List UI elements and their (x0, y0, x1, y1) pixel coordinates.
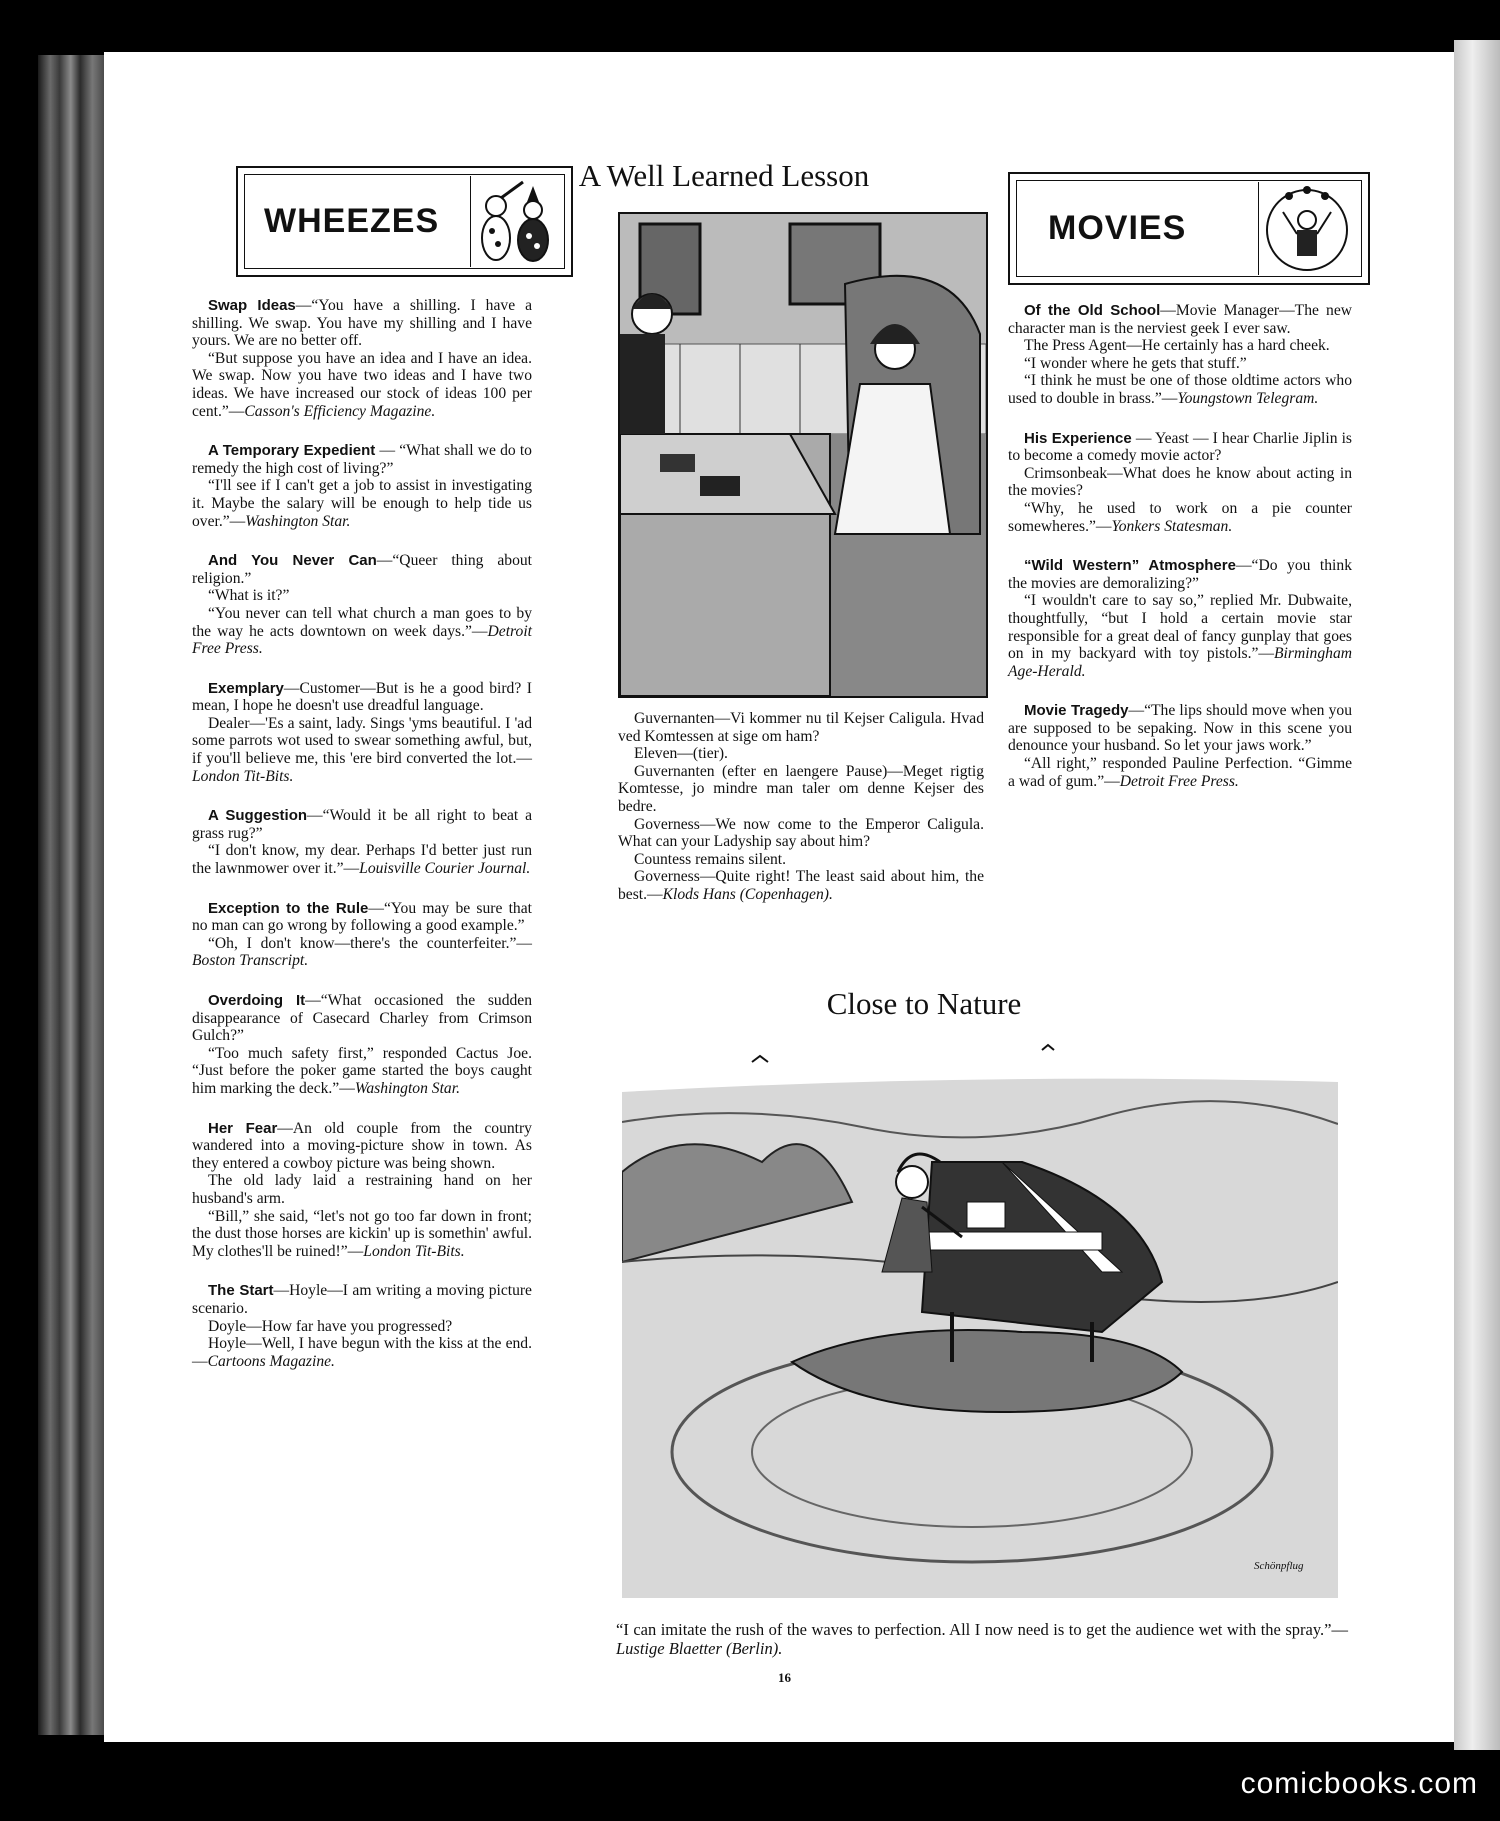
lesson-line: Eleven—(tier). (634, 745, 728, 763)
lesson-paragraph (618, 816, 984, 851)
lesson-paragraph (618, 763, 984, 816)
joke-entry (192, 1120, 532, 1261)
joke-text: —“Do you think the movies are demoralizing?” (1008, 557, 1352, 592)
joke-heading: Of the Old School (1024, 302, 1161, 319)
page-edge (1454, 40, 1500, 1750)
joke-heading: A Suggestion (208, 807, 308, 825)
joke-paragraph (1008, 355, 1352, 373)
joke-source: Youngstown Telegram. (1177, 389, 1319, 407)
joke-text: The old lady laid a restraining hand on her husband's arm. (192, 1172, 532, 1207)
juggler-illustration (1258, 182, 1360, 275)
joke-text: “I wouldn't care to say so,” replied Mr. Dubwaite, thoughtfully, “but I hold a certain movie star responsible for a great deal of fancy gunplay that goes on in my backyard with toy pistols.”— (1008, 592, 1352, 663)
nature-illustration (622, 1032, 1338, 1598)
joke-text: “I don't know, my dear. Perhaps I'd better just run the lawnmower over it.”— (192, 842, 532, 878)
joke-paragraph (192, 1172, 532, 1207)
joke-source: Washington Star. (245, 512, 351, 530)
joke-entry (192, 680, 532, 786)
joke-text: The Press Agent—He certainly has a hard cheek. (1024, 337, 1330, 355)
joke-paragraph (192, 297, 532, 350)
movies-column (1008, 302, 1352, 812)
joke-paragraph (1008, 372, 1352, 407)
joke-paragraph (192, 442, 532, 477)
joke-text: —“Would it be all right to beat a grass rug?” (192, 807, 532, 842)
joke-text: “Bill,” she said, “let's not go too far down in front; the dust those horses are kickin' up is somethin' awful. My clothes'll be ruined!”— (192, 1207, 532, 1260)
joke-entry (1008, 557, 1352, 680)
joke-text: —“You have a shilling. I have a shilling. We swap. You have my shilling and I have yours. We are no better off. (192, 297, 533, 350)
nature-caption (616, 1620, 1348, 1658)
lesson-paragraph (618, 745, 984, 763)
lesson-paragraph (618, 710, 984, 745)
lesson-paragraph (618, 868, 984, 903)
joke-text: Crimsonbeak—What does he know about acting in the movies? (1008, 464, 1352, 500)
artist-signature: Schönpflug (1254, 1560, 1304, 1572)
joke-paragraph (192, 350, 532, 420)
joke-paragraph (192, 552, 532, 587)
lesson-line: Countess remains silent. (634, 850, 787, 868)
joke-text: —Customer—But is he a good bird? I mean, I hope he doesn't use dreadful language. (192, 679, 532, 715)
lesson-line: Governess—Quite right! The least said about him, the best.— (618, 868, 984, 903)
joke-entry (192, 442, 532, 530)
joke-source: Boston Transcript. (192, 952, 309, 970)
joke-text: Hoyle—Well, I have begun with the kiss at the end.— (192, 1335, 532, 1370)
joke-heading: Exemplary (208, 679, 284, 697)
joke-paragraph (192, 992, 532, 1045)
joke-text: “Too much safety first,” responded Cactus Joe. “Just before the poker game started the boys caught him marking the deck.”— (192, 1044, 532, 1097)
lesson-line: Governess—We now come to the Emperor Caligula. What can your Ladyship say about him? (618, 815, 984, 851)
joke-paragraph (192, 807, 532, 842)
joke-source: Washington Star. (354, 1079, 460, 1097)
wheezes-header-box (236, 166, 573, 277)
joke-paragraph (1008, 557, 1352, 592)
joke-paragraph (192, 1045, 532, 1098)
joke-source: Birmingham Age-Herald. (1008, 645, 1352, 680)
joke-paragraph (192, 1282, 532, 1317)
joke-text: —“You may be sure that no man can go wrong by following a good example.” (192, 899, 532, 935)
joke-heading: Swap Ideas (208, 297, 296, 314)
joke-heading: And You Never Can (208, 552, 377, 570)
joke-text: —“What occasioned the sudden disappearance of Casecard Charley from Crimson Gulch?” (192, 992, 532, 1045)
nature-title: Close to Nature (826, 986, 1022, 1021)
joke-entry (1008, 430, 1352, 536)
joke-text: Dealer—'Es a saint, lady. Sings 'yms beautiful. I 'ad some parrots wot used to swear something awful, but, if you'll believe me, this 'ere bird converted the lot.— (192, 714, 532, 768)
joke-source: Cartoons Magazine. (207, 1352, 335, 1370)
wheezes-column (192, 297, 532, 1392)
joke-heading: Her Fear (208, 1119, 278, 1137)
joke-paragraph (192, 842, 532, 877)
joke-paragraph (1008, 755, 1352, 790)
lesson-paragraph (618, 851, 984, 869)
joke-entry (192, 807, 532, 877)
joke-paragraph (192, 935, 532, 970)
joke-entry (192, 992, 532, 1098)
joke-text: “I'll see if I can't get a job to assist in investigating it. Maybe the salary will be enough to help tide us over.”— (192, 477, 532, 530)
joke-paragraph (192, 587, 532, 605)
joke-text: —An old couple from the country wandered into a moving-picture show in town. As they entered a cowboy picture was being shown. (192, 1119, 532, 1172)
joke-entry (192, 297, 532, 420)
joke-paragraph (192, 1208, 532, 1261)
joke-paragraph (192, 900, 532, 935)
joke-text: “What is it?” (208, 587, 290, 605)
joke-text: Doyle—How far have you progressed? (208, 1317, 453, 1335)
joke-heading: The Start (208, 1282, 274, 1300)
joke-paragraph (1008, 337, 1352, 355)
joke-entry (1008, 302, 1352, 408)
lesson-illustration (618, 212, 988, 698)
movies-header-box (1008, 172, 1370, 285)
joke-source: Louisville Courier Journal. (359, 860, 531, 878)
joke-text: “But suppose you have an idea and I have an idea. We swap. Now you have two ideas and I have two ideas. We have increased our stock of ideas 100 per cent.”— (192, 349, 532, 420)
joke-paragraph (192, 715, 532, 785)
joke-text: “All right,” responded Pauline Perfection. “Gimme a wad of gum.”— (1008, 755, 1352, 790)
joke-entry (192, 1282, 532, 1370)
joke-text: “I think he must be one of those oldtime actors who used to double in brass.”— (1008, 372, 1352, 407)
joke-source: London Tit-Bits. (192, 767, 294, 785)
joke-heading: His Experience (1024, 429, 1132, 447)
joke-paragraph (192, 477, 532, 530)
joke-paragraph (1008, 302, 1352, 337)
joke-entry (1008, 702, 1352, 790)
joke-text: “Why, he used to work on a pie counter somewheres.”— (1008, 499, 1352, 535)
joke-text: —Movie Manager—The new character man is the nerviest geek I ever saw. (1008, 302, 1352, 337)
joke-text: “I wonder where he gets that stuff.” (1024, 354, 1247, 372)
movies-header: MOVIES (1048, 209, 1187, 247)
joke-text: —“Queer thing about religion.” (192, 552, 533, 587)
joke-text: —“The lips should move when you are supposed to be sepaking. Now in this scene you denounce your husband. So let your jaws work.” (1008, 702, 1353, 755)
joke-text: —Hoyle—I am writing a moving picture scenario. (192, 1282, 532, 1317)
joke-source: Detroit Free Press. (1119, 772, 1239, 790)
joke-paragraph (1008, 702, 1352, 755)
joke-heading: Movie Tragedy (1024, 702, 1129, 720)
lesson-line: Guvernanten—Vi kommer nu til Kejser Caligula. Hvad ved Komtessen at sige om ham? (618, 710, 984, 745)
magazine-page (104, 52, 1454, 1742)
book-spine (38, 55, 106, 1735)
watermark: comicbooks.com (1240, 1767, 1478, 1800)
joke-paragraph (192, 1318, 532, 1336)
joke-entry (192, 900, 532, 970)
joke-heading: A Temporary Expedient (208, 442, 376, 460)
joke-paragraph (1008, 500, 1352, 535)
joke-source: London Tit-Bits. (363, 1242, 465, 1260)
lesson-entry (618, 710, 984, 904)
joke-source: Yonkers Statesman. (1111, 517, 1233, 535)
joke-heading: “Wild Western” Atmosphere (1024, 557, 1236, 575)
joke-source: Casson's Efficiency Magazine. (244, 402, 436, 420)
wheezes-header: WHEEZES (264, 202, 440, 240)
nature-caption-text: “I can imitate the rush of the waves to perfection. All I now need is to get the audience wet with the spray.”— (616, 1620, 1348, 1639)
joke-entry (192, 552, 532, 658)
joke-paragraph (1008, 465, 1352, 500)
joke-paragraph (192, 605, 532, 658)
lesson-title: A Well Learned Lesson (578, 158, 870, 193)
joke-source: Detroit Free Press. (192, 622, 532, 658)
joke-paragraph (1008, 430, 1352, 465)
joke-paragraph (192, 1335, 532, 1370)
joke-paragraph (1008, 592, 1352, 680)
joke-text: “You never can tell what church a man goes to by the way he acts downtown on week days.”— (192, 604, 532, 640)
joke-paragraph (192, 1120, 532, 1173)
joke-paragraph (192, 680, 532, 715)
joke-text: “Oh, I don't know—there's the counterfeiter.”— (208, 934, 532, 952)
lesson-source: Klods Hans (Copenhagen). (662, 885, 833, 903)
joke-heading: Exception to the Rule (208, 899, 369, 917)
nature-caption-source: Lustige Blaetter (Berlin). (616, 1639, 783, 1658)
lesson-text (618, 710, 984, 926)
joke-text: — “What shall we do to remedy the high cost of living?” (192, 442, 532, 477)
joke-text: — Yeast — I hear Charlie Jiplin is to become a comedy movie actor? (1008, 429, 1352, 465)
page-number: 16 (778, 1670, 791, 1685)
joke-heading: Overdoing It (208, 992, 306, 1009)
lesson-line: Guvernanten (efter en laengere Pause)—Meget rigtig Komtesse, jo mindre man taler om denne Kejser des bedre. (618, 762, 984, 815)
